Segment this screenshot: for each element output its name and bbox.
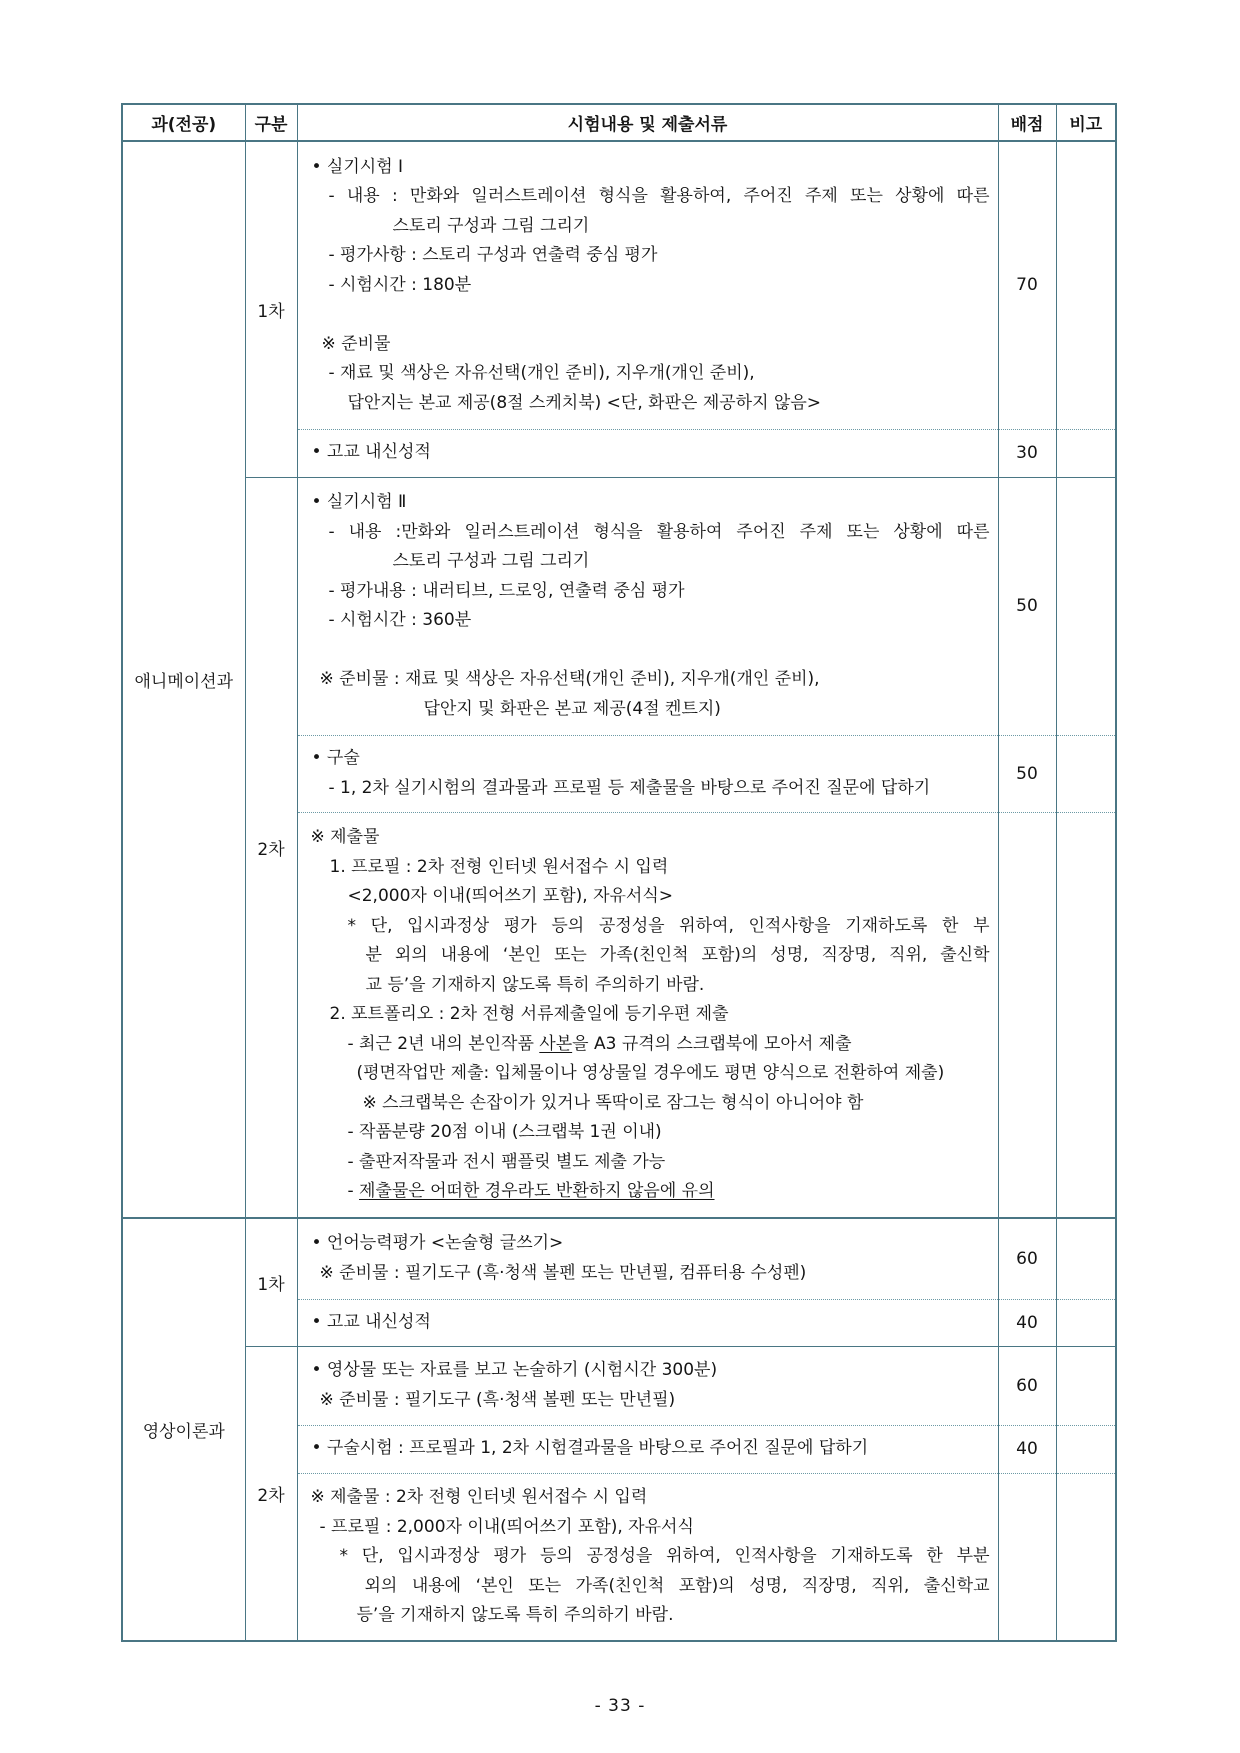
content-line: <2,000자 이내(띄어쓰기 포함), 자유서식>	[347, 886, 674, 906]
department-cell: 영상이론과	[122, 1218, 245, 1641]
note-cell	[1056, 735, 1116, 812]
content-line: 답안지 및 화판은 본교 제공(4절 켄트지)	[423, 698, 721, 719]
header-content: 시험내용 및 제출서류	[297, 104, 998, 141]
content-cell	[297, 1346, 998, 1425]
underlined-text: 사본	[539, 1033, 573, 1054]
header-department: 과(전공)	[122, 104, 245, 141]
exam-row	[122, 1218, 1116, 1299]
note-cell	[1056, 141, 1116, 429]
content-line: 교 등’을 기재하지 않도록 특히 주의하기 바람.	[365, 974, 705, 995]
content-cell	[297, 1218, 998, 1299]
header-row	[122, 104, 1116, 141]
line-text: -	[347, 1181, 360, 1201]
score-cell	[998, 1473, 1056, 1641]
score-cell: 50	[998, 477, 1056, 735]
content-line: • 구술	[311, 748, 360, 768]
stage-cell: 1차	[245, 1218, 297, 1346]
exam-row	[122, 1346, 1116, 1425]
content-cell	[297, 477, 998, 735]
content-line: ※ 준비물 : 필기도구 (흑·청색 볼펜 또는 만년필)	[319, 1389, 676, 1410]
department-cell: 애니메이션과	[122, 141, 245, 1218]
content-line: • 영상물 또는 자료를 보고 논술하기 (시험시간 300분)	[311, 1360, 718, 1380]
content-line: ※ 제출물 : 2차 전형 인터넷 원서접수 시 입력	[310, 1487, 648, 1507]
content-line: ※ 스크랩북은 손잡이가 있거나 똑딱이로 잠그는 형식이 아니어야 함	[362, 1092, 864, 1113]
content-line: ※ 준비물 : 필기도구 (흑·청색 볼펜 또는 만년필, 컴퓨터용 수성펜)	[319, 1262, 807, 1283]
content-line: * 단, 입시과정상 평가 등의 공정성을 위하여, 인적사항을 기재하도록 한 부분	[339, 1546, 990, 1566]
exam-row	[122, 141, 1116, 429]
note-cell	[1056, 429, 1116, 477]
content-line: ※ 제출물	[310, 827, 380, 847]
header-note: 비고	[1056, 104, 1116, 141]
stage-cell: 2차	[245, 477, 297, 1218]
content-line: - 내용 :만화와 일러스트레이션 형식을 활용하여 주어진 주제 또는 상황에 따른	[328, 521, 990, 542]
content-cell	[297, 141, 998, 429]
content-line: - 평가사항 : 스토리 구성과 연출력 중심 평가	[328, 245, 658, 265]
content-line: ※ 준비물	[321, 333, 391, 354]
content-line: - 내용 : 만화와 일러스트레이션 형식을 활용하여, 주어진 주제 또는 상황에 따른	[328, 186, 990, 206]
header-stage: 구분	[245, 104, 297, 141]
note-cell	[1056, 1299, 1116, 1346]
content-line: • 실기시험 Ⅱ	[311, 492, 407, 512]
content-line: * 단, 입시과정상 평가 등의 공정성을 위하여, 인적사항을 기재하도록 한 부	[347, 915, 990, 936]
line-text: - 최근 2년 내의 본인작품	[347, 1033, 540, 1054]
content-line: 등’을 기재하지 않도록 특히 주의하기 바람.	[356, 1605, 674, 1625]
content-line: - 평가내용 : 내러티브, 드로잉, 연출력 중심 평가	[328, 580, 685, 601]
admission-table	[121, 103, 1117, 1642]
content-line: - 시험시간 : 180분	[328, 274, 472, 295]
content-cell	[297, 1473, 998, 1641]
content-cell	[297, 735, 998, 812]
note-cell	[1056, 1218, 1116, 1299]
content-line: 2. 포트폴리오 : 2차 전형 서류제출일에 등기우편 제출	[329, 1004, 729, 1024]
content-line: - 1, 2차 실기시험의 결과물과 프로필 등 제출물을 바탕으로 주어진 질문에 답하기	[328, 777, 931, 798]
content-line: 1. 프로필 : 2차 전형 인터넷 원서접수 시 입력	[329, 856, 669, 877]
content-cell	[297, 812, 998, 1218]
content-line	[298, 1030, 990, 1060]
exam-row	[122, 477, 1116, 735]
content-line: 외의 내용에 ‘본인 또는 가족(친인척 포함)의 성명, 직장명, 직위, 출신학교	[364, 1575, 990, 1596]
note-cell	[1056, 1346, 1116, 1425]
score-cell: 50	[998, 735, 1056, 812]
content-line	[298, 1177, 990, 1207]
content-line: - 재료 및 색상은 자유선택(개인 준비), 지우개(개인 준비),	[328, 363, 755, 383]
score-cell: 40	[998, 1425, 1056, 1473]
content-cell	[297, 429, 998, 477]
score-cell: 40	[998, 1299, 1056, 1346]
content-line: • 고교 내신성적	[311, 1311, 431, 1332]
content-line: 답안지는 본교 제공(8절 스케치북) <단, 화판은 제공하지 않음>	[347, 392, 822, 413]
content-line: • 언어능력평가 <논술형 글쓰기>	[311, 1233, 564, 1254]
content-line: - 출판저작물과 전시 팸플릿 별도 제출 가능	[347, 1151, 666, 1172]
content-line: 분 외의 내용에 ‘본인 또는 가족(친인척 포함)의 성명, 직장명, 직위, 출신학	[365, 945, 990, 965]
underlined-text: 제출물은 어떠한 경우라도 반환하지 않음에 유의	[359, 1181, 715, 1201]
content-line: - 프로필 : 2,000자 이내(띄어쓰기 포함), 자유서식	[319, 1516, 694, 1537]
score-cell: 60	[998, 1346, 1056, 1425]
content-line: • 구술시험 : 프로필과 1, 2차 시험결과물을 바탕으로 주어진 질문에 답하기	[311, 1438, 869, 1459]
stage-cell: 1차	[245, 141, 297, 477]
content-cell	[297, 1299, 998, 1346]
content-cell	[297, 1425, 998, 1473]
score-cell: 60	[998, 1218, 1056, 1299]
page-number: - 33 -	[594, 1696, 646, 1716]
score-cell	[998, 812, 1056, 1218]
note-cell	[1056, 477, 1116, 735]
content-line: • 고교 내신성적	[311, 442, 431, 463]
content-line: 스토리 구성과 그림 그리기	[392, 551, 590, 571]
note-cell	[1056, 1425, 1116, 1473]
content-line: - 시험시간 : 360분	[328, 610, 472, 630]
note-cell	[1056, 812, 1116, 1218]
score-cell: 30	[998, 429, 1056, 477]
content-line: • 실기시험 Ⅰ	[311, 156, 404, 177]
score-cell: 70	[998, 141, 1056, 429]
stage-cell: 2차	[245, 1346, 297, 1641]
line-text: 을 A3 규격의 스크랩북에 모아서 제출	[572, 1033, 852, 1054]
note-cell	[1056, 1473, 1116, 1641]
content-line: - 작품분량 20점 이내 (스크랩북 1권 이내)	[347, 1122, 662, 1142]
content-line: 스토리 구성과 그림 그리기	[392, 215, 590, 236]
line-spacer	[298, 636, 990, 666]
line-spacer	[298, 300, 990, 330]
content-line: (평면작업만 제출: 입체물이나 영상물일 경우에도 평면 양식으로 전환하여 제출)	[356, 1063, 945, 1083]
header-score: 배점	[998, 104, 1056, 141]
content-line: ※ 준비물 : 재료 및 색상은 자유선택(개인 준비), 지우개(개인 준비),	[319, 669, 820, 689]
